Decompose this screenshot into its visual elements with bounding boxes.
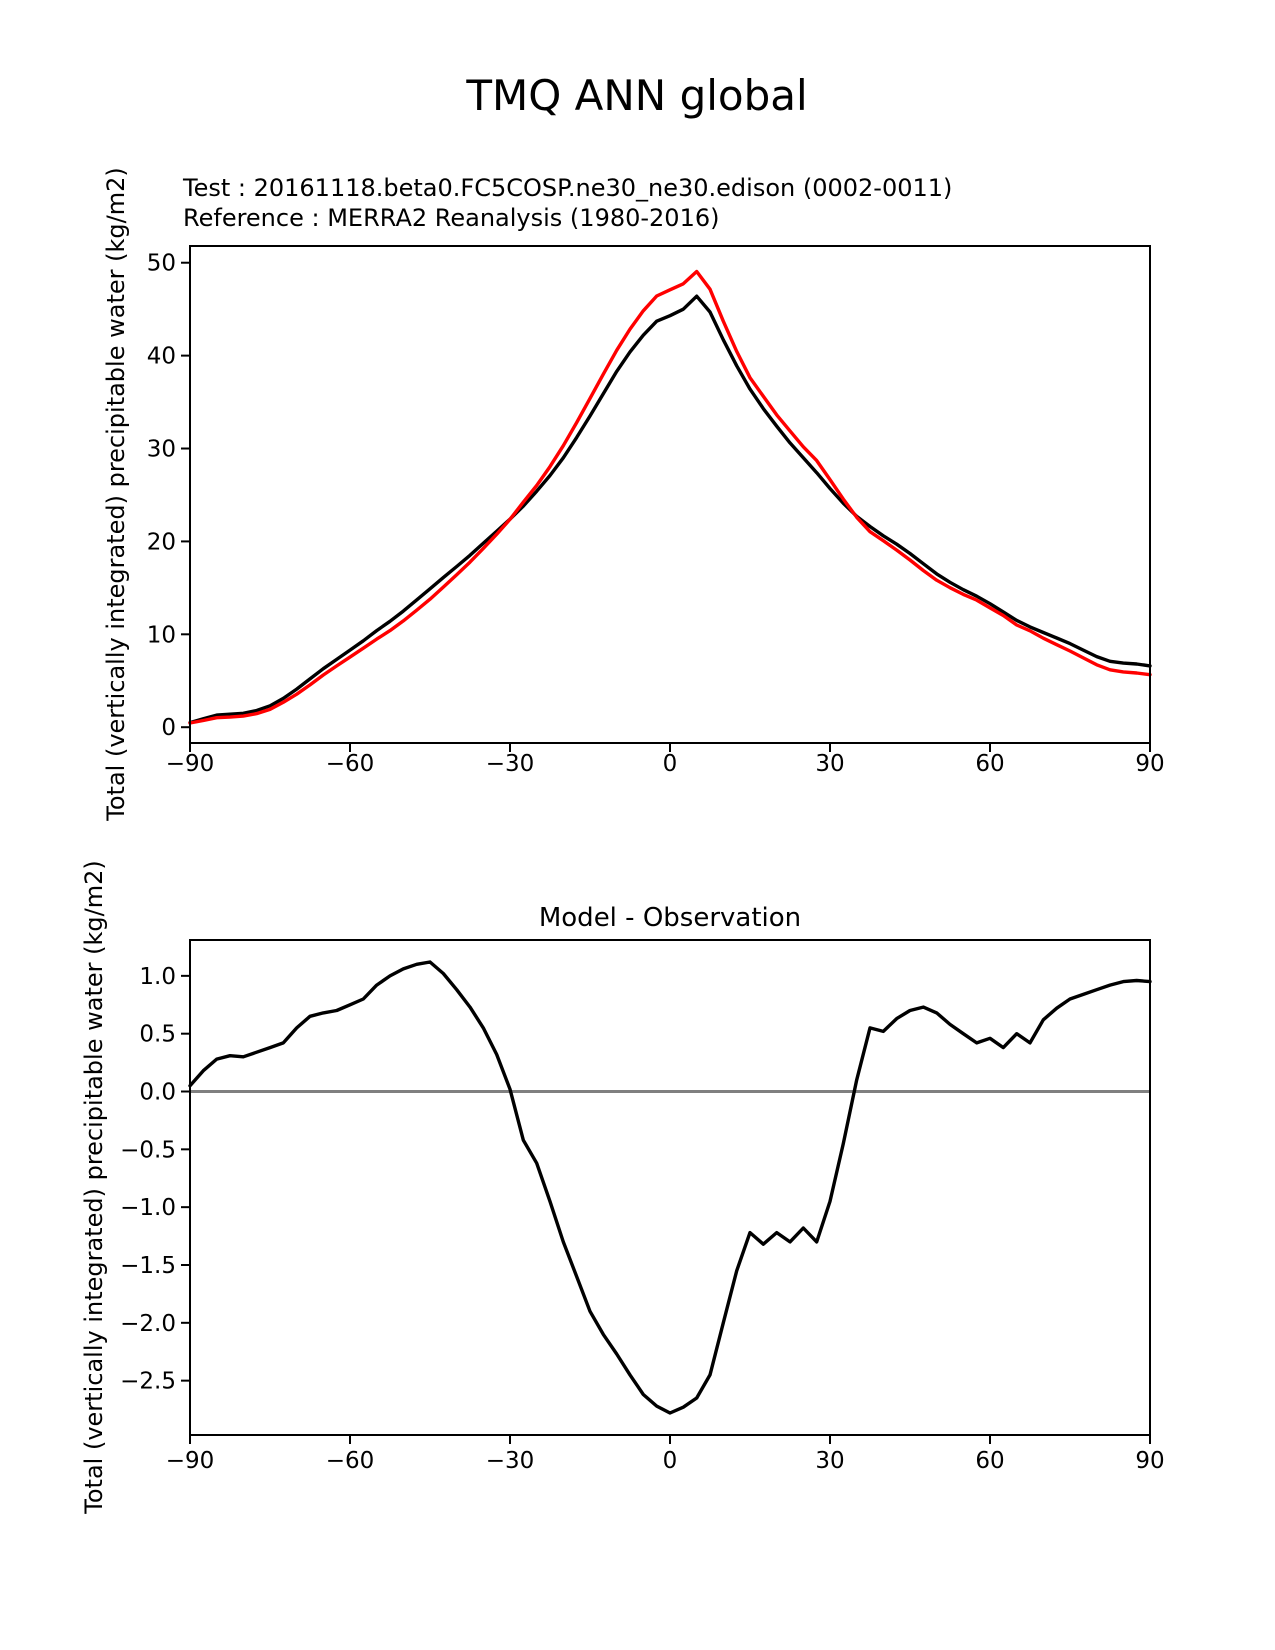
bottom-chart-curves	[190, 962, 1150, 1413]
y-tick-label: −2.5	[120, 1368, 176, 1395]
y-tick-label: 0.0	[139, 1079, 176, 1106]
y-tick-label: −1.5	[120, 1252, 176, 1279]
x-tick-label: 60	[975, 751, 1005, 777]
bottom-y-axis-label: Total (vertically integrated) precipitable water (kg/m2)	[80, 860, 108, 1514]
y-tick-label: 10	[146, 622, 176, 649]
x-tick-label: 0	[662, 1448, 678, 1474]
y-tick-label: 20	[146, 529, 176, 556]
bottom-chart	[80, 860, 1165, 1514]
y-tick-label: 50	[146, 250, 176, 277]
x-tick-label: −60	[325, 1448, 375, 1474]
top-chart-ticks	[147, 251, 1165, 777]
legend-test-label: Test : 20161118.beta0.FC5COSP.ne30_ne30.edison (0002-0011)	[183, 174, 953, 202]
top-chart	[102, 167, 1165, 821]
bottom-axes-box	[190, 940, 1150, 1435]
x-tick-label: −30	[485, 1448, 535, 1474]
y-tick-label: −0.5	[120, 1137, 176, 1164]
x-tick-label: 60	[975, 1448, 1005, 1474]
y-tick-label: 1.0	[139, 963, 176, 990]
x-tick-label: 30	[815, 751, 845, 777]
figure-title: TMQ ANN global	[466, 71, 808, 120]
top-chart-curves	[190, 272, 1150, 724]
y-tick-label: 30	[146, 436, 176, 463]
x-tick-label: −90	[165, 1448, 215, 1474]
x-tick-label: 90	[1135, 751, 1165, 777]
test-curve	[190, 296, 1150, 722]
x-tick-label: −90	[165, 751, 215, 777]
y-tick-label: 0.5	[139, 1021, 176, 1048]
x-tick-label: 30	[815, 1448, 845, 1474]
y-tick-label: −1.0	[120, 1195, 176, 1222]
y-tick-label: 0	[161, 715, 176, 742]
x-tick-label: −30	[485, 751, 535, 777]
legend-reference-label: Reference : MERRA2 Reanalysis (1980-2016)	[183, 204, 720, 232]
difference-curve	[190, 962, 1150, 1413]
x-tick-label: 90	[1135, 1448, 1165, 1474]
top-y-axis-label: Total (vertically integrated) precipitable water (kg/m2)	[102, 167, 130, 821]
x-tick-label: 0	[662, 751, 678, 777]
reference-curve	[190, 272, 1150, 724]
y-tick-label: 40	[146, 343, 176, 370]
x-tick-label: −60	[325, 751, 375, 777]
y-tick-label: −2.0	[120, 1310, 176, 1337]
bottom-chart-title: Model - Observation	[538, 903, 802, 933]
